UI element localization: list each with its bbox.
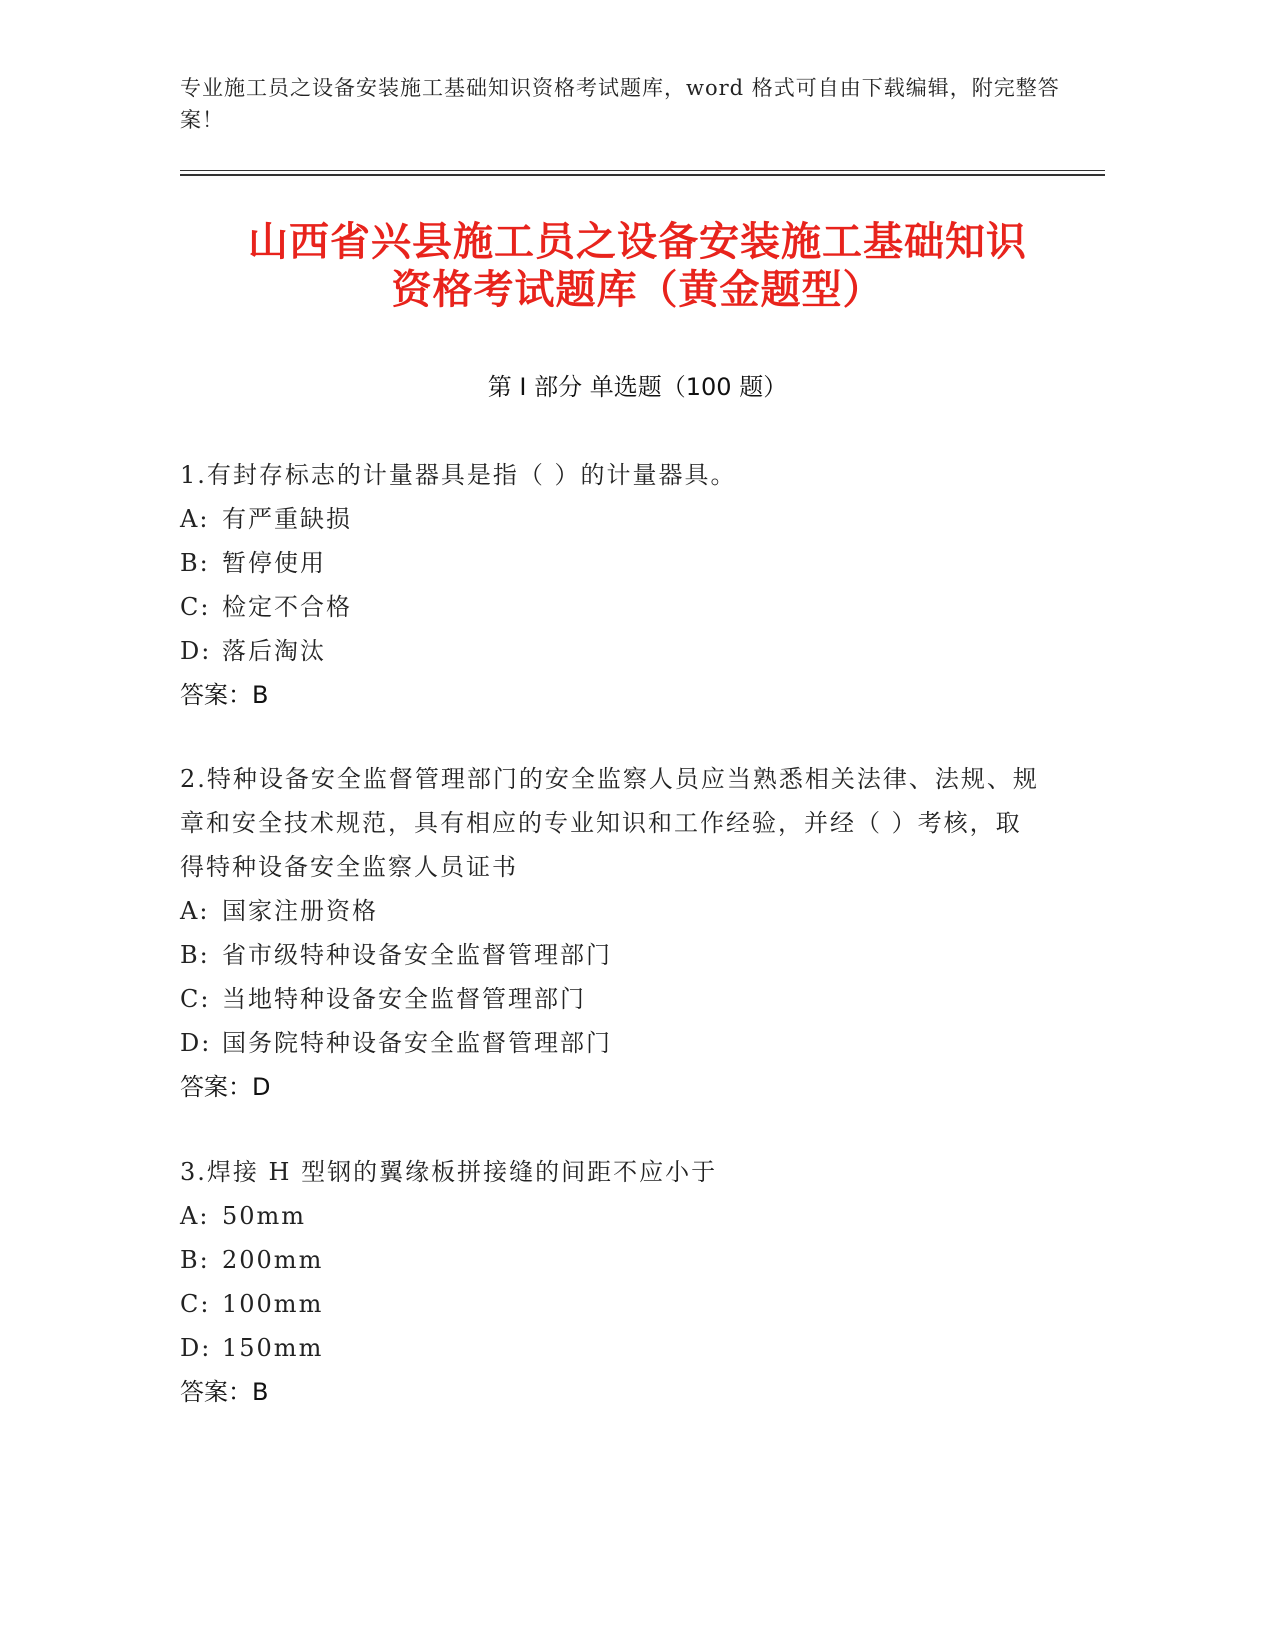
option-text: 国家注册资格: [222, 897, 378, 925]
header-note: 专业施工员之设备安装施工基础知识资格考试题库，word 格式可自由下载编辑，附完整答案！: [180, 76, 1060, 132]
answer-line: 答案：D: [180, 1073, 271, 1101]
question-text: 3.焊接 H 型钢的翼缘板拼接缝的间距不应小于: [180, 1158, 718, 1186]
option-b: [180, 1238, 1040, 1282]
header-divider-thick: [180, 174, 1105, 176]
header-divider-thin: [180, 170, 1105, 171]
option-text: 当地特种设备安全监督管理部门: [222, 985, 586, 1013]
option-key: A:: [180, 897, 210, 925]
option-text: 200mm: [222, 1246, 324, 1274]
option-key: B:: [180, 549, 210, 577]
answer-line: 答案：B: [180, 681, 269, 709]
option-key: A:: [180, 505, 210, 533]
document-title: [150, 218, 1125, 314]
option-text: 100mm: [222, 1290, 324, 1318]
option-text: 150mm: [222, 1334, 324, 1362]
option-d: [180, 1326, 1040, 1370]
option-text: 有严重缺损: [222, 505, 352, 533]
title-line-2: 资格考试题库（黄金题型）: [391, 267, 884, 313]
option-c: [180, 585, 1040, 629]
option-a: [180, 497, 1040, 541]
option-a: [180, 889, 1040, 933]
option-c: [180, 977, 1040, 1021]
question-1: [180, 453, 1040, 717]
question-text: 2.特种设备安全监督管理部门的安全监察人员应当熟悉相关法律、法规、规章和安全技术规范，具有相应的专业知识和工作经验，并经（ ）考核，取得特种设备安全监察人员证书: [180, 765, 1039, 881]
option-key: A:: [180, 1202, 210, 1230]
option-d: [180, 1021, 1040, 1065]
option-text: 50mm: [222, 1202, 307, 1230]
option-key: C:: [180, 985, 211, 1013]
option-d: [180, 629, 1040, 673]
option-key: B:: [180, 941, 210, 969]
option-a: [180, 1194, 1040, 1238]
option-key: D:: [180, 1029, 212, 1057]
option-text: 落后淘汰: [222, 637, 326, 665]
question-3: [180, 1150, 1040, 1414]
option-text: 暂停使用: [222, 549, 326, 577]
option-key: D:: [180, 1334, 212, 1362]
option-text: 省市级特种设备安全监督管理部门: [222, 941, 612, 969]
option-b: [180, 541, 1040, 585]
option-c: [180, 1282, 1040, 1326]
title-line-1: 山西省兴县施工员之设备安装施工基础知识: [248, 219, 1027, 265]
option-b: [180, 933, 1040, 977]
option-text: 检定不合格: [222, 593, 352, 621]
answer-line: 答案：B: [180, 1378, 269, 1406]
option-key: B:: [180, 1246, 210, 1274]
option-key: C:: [180, 1290, 211, 1318]
question-text: 1.有封存标志的计量器具是指（ ）的计量器具。: [180, 461, 737, 489]
option-key: C:: [180, 593, 211, 621]
option-text: 国务院特种设备安全监督管理部门: [222, 1029, 612, 1057]
option-key: D:: [180, 637, 212, 665]
question-2: [180, 757, 1040, 1109]
section-heading: 第 I 部分 单选题（100 题）: [487, 373, 788, 401]
